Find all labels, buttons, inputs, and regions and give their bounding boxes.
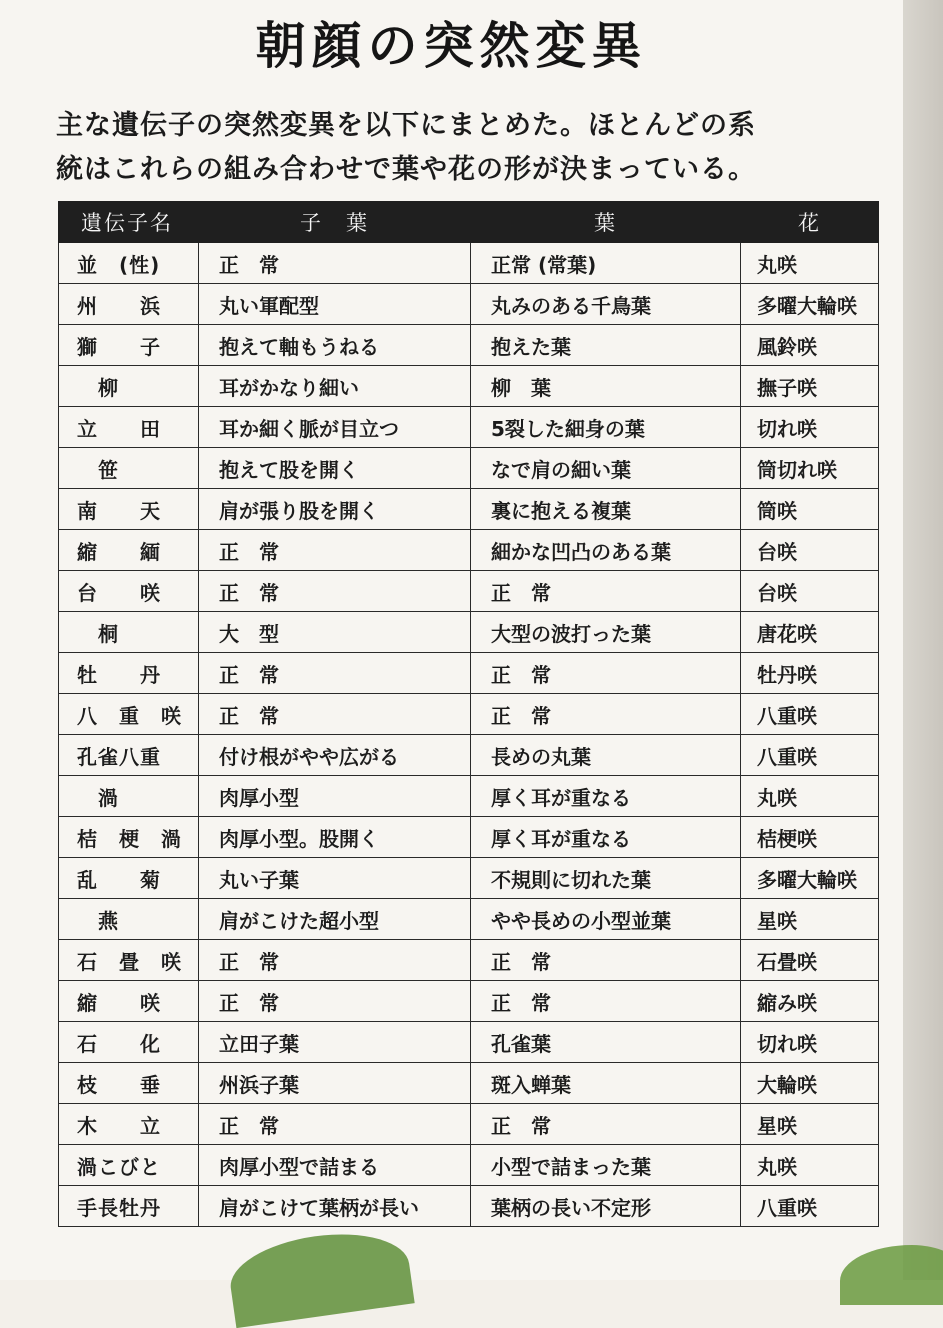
leaf-cell: 正 常 bbox=[471, 1104, 741, 1145]
cotyledon-cell: 肉厚小型。股開く bbox=[199, 817, 471, 858]
flower-cell: 星咲 bbox=[741, 899, 879, 940]
gene-name-cell: 獅 子 bbox=[59, 325, 199, 366]
gene-name-cell: 南 天 bbox=[59, 489, 199, 530]
gene-name-cell: 渦こびと bbox=[59, 1145, 199, 1186]
gene-name-cell: 石 化 bbox=[59, 1022, 199, 1063]
leaf-cell: 抱えた葉 bbox=[471, 325, 741, 366]
table-row bbox=[59, 407, 879, 448]
cotyledon-cell: 丸い子葉 bbox=[199, 858, 471, 899]
gene-name-cell: 渦 bbox=[59, 776, 199, 817]
leaf-cell: 正 常 bbox=[471, 571, 741, 612]
gene-name-cell: 縮 緬 bbox=[59, 530, 199, 571]
flower-cell: 風鈴咲 bbox=[741, 325, 879, 366]
leaf-cell: 丸みのある千鳥葉 bbox=[471, 284, 741, 325]
header-flower: 花 bbox=[741, 202, 879, 243]
leaf-cell: 厚く耳が重なる bbox=[471, 776, 741, 817]
table-row bbox=[59, 284, 879, 325]
cotyledon-cell: 耳がかなり細い bbox=[199, 366, 471, 407]
leaf-cell: 細かな凹凸のある葉 bbox=[471, 530, 741, 571]
table-row bbox=[59, 530, 879, 571]
cotyledon-cell: 抱えて股を開く bbox=[199, 448, 471, 489]
cotyledon-cell: 正 常 bbox=[199, 1104, 471, 1145]
cotyledon-cell: 抱えて軸もうねる bbox=[199, 325, 471, 366]
leaf-cell: 斑入蝉葉 bbox=[471, 1063, 741, 1104]
table-row bbox=[59, 1063, 879, 1104]
leaf-cell: やや長めの小型並葉 bbox=[471, 899, 741, 940]
table-header-row bbox=[59, 202, 879, 243]
gene-name-cell: 孔雀八重 bbox=[59, 735, 199, 776]
gene-name-cell: 州 浜 bbox=[59, 284, 199, 325]
flower-cell: 切れ咲 bbox=[741, 1022, 879, 1063]
cotyledon-cell: 正 常 bbox=[199, 940, 471, 981]
gene-name-cell: 手長牡丹 bbox=[59, 1186, 199, 1227]
flower-cell: 多曜大輪咲 bbox=[741, 858, 879, 899]
gene-name-cell: 笹 bbox=[59, 448, 199, 489]
flower-cell: 丸咲 bbox=[741, 243, 879, 284]
flower-cell: 縮み咲 bbox=[741, 981, 879, 1022]
cotyledon-cell: 正 常 bbox=[199, 243, 471, 284]
cotyledon-cell: 正 常 bbox=[199, 694, 471, 735]
gene-name-cell: 桐 bbox=[59, 612, 199, 653]
intro-line-2: 統はこれらの組み合わせで葉や花の形が決まっている。 bbox=[56, 154, 756, 185]
flower-cell: 多曜大輪咲 bbox=[741, 284, 879, 325]
gene-name-cell: 八 重 咲 bbox=[59, 694, 199, 735]
table-row bbox=[59, 489, 879, 530]
gene-name-cell: 桔 梗 渦 bbox=[59, 817, 199, 858]
leaf-cell: 長めの丸葉 bbox=[471, 735, 741, 776]
leaf-cell: 正常 (常葉) bbox=[471, 243, 741, 284]
table-row bbox=[59, 243, 879, 284]
flower-cell: 唐花咲 bbox=[741, 612, 879, 653]
table-row bbox=[59, 1145, 879, 1186]
table-row bbox=[59, 694, 879, 735]
leaf-cell: なで肩の細い葉 bbox=[471, 448, 741, 489]
table-row bbox=[59, 981, 879, 1022]
table-row bbox=[59, 448, 879, 489]
table-row bbox=[59, 735, 879, 776]
table-row bbox=[59, 940, 879, 981]
leaf-cell: 不規則に切れた葉 bbox=[471, 858, 741, 899]
table-row bbox=[59, 776, 879, 817]
leaf-cell: 小型で詰まった葉 bbox=[471, 1145, 741, 1186]
gene-name-cell: 石 畳 咲 bbox=[59, 940, 199, 981]
leaf-cell: 5裂した細身の葉 bbox=[471, 407, 741, 448]
cotyledon-cell: 大 型 bbox=[199, 612, 471, 653]
flower-cell: 筒咲 bbox=[741, 489, 879, 530]
gene-name-cell: 並 (性) bbox=[59, 243, 199, 284]
leaf-cell: 柳 葉 bbox=[471, 366, 741, 407]
flower-cell: 牡丹咲 bbox=[741, 653, 879, 694]
table-row bbox=[59, 899, 879, 940]
board-edge bbox=[903, 0, 943, 1280]
header-gene-name: 遺伝子名 bbox=[59, 202, 199, 243]
leaf-cell: 厚く耳が重なる bbox=[471, 817, 741, 858]
table-row bbox=[59, 817, 879, 858]
table-row bbox=[59, 571, 879, 612]
flower-cell: 丸咲 bbox=[741, 1145, 879, 1186]
intro-paragraph bbox=[56, 104, 886, 192]
table-row bbox=[59, 325, 879, 366]
table-row bbox=[59, 653, 879, 694]
gene-name-cell: 乱 菊 bbox=[59, 858, 199, 899]
leaf-cell: 裏に抱える複葉 bbox=[471, 489, 741, 530]
cotyledon-cell: 州浜子葉 bbox=[199, 1063, 471, 1104]
gene-name-cell: 台 咲 bbox=[59, 571, 199, 612]
flower-cell: 八重咲 bbox=[741, 735, 879, 776]
flower-cell: 撫子咲 bbox=[741, 366, 879, 407]
cotyledon-cell: 付け根がやや広がる bbox=[199, 735, 471, 776]
cotyledon-cell: 正 常 bbox=[199, 653, 471, 694]
cotyledon-cell: 立田子葉 bbox=[199, 1022, 471, 1063]
intro-line-1: 主な遺伝子の突然変異を以下にまとめた。ほとんどの系 bbox=[56, 110, 756, 141]
cotyledon-cell: 肉厚小型で詰まる bbox=[199, 1145, 471, 1186]
table-row bbox=[59, 366, 879, 407]
table-row bbox=[59, 612, 879, 653]
cotyledon-cell: 正 常 bbox=[199, 981, 471, 1022]
table-row bbox=[59, 1022, 879, 1063]
gene-name-cell: 牡 丹 bbox=[59, 653, 199, 694]
cotyledon-cell: 正 常 bbox=[199, 571, 471, 612]
header-cotyledon: 子 葉 bbox=[199, 202, 471, 243]
gene-name-cell: 木 立 bbox=[59, 1104, 199, 1145]
gene-name-cell: 立 田 bbox=[59, 407, 199, 448]
table-row bbox=[59, 858, 879, 899]
table-row bbox=[59, 1104, 879, 1145]
table-row bbox=[59, 1186, 879, 1227]
leaf-cell: 正 常 bbox=[471, 940, 741, 981]
mutation-table bbox=[58, 201, 879, 1227]
leaf-cell: 正 常 bbox=[471, 981, 741, 1022]
gene-name-cell: 枝 垂 bbox=[59, 1063, 199, 1104]
flower-cell: 八重咲 bbox=[741, 1186, 879, 1227]
flower-cell: 台咲 bbox=[741, 571, 879, 612]
flower-cell: 丸咲 bbox=[741, 776, 879, 817]
gene-name-cell: 燕 bbox=[59, 899, 199, 940]
flower-cell: 大輪咲 bbox=[741, 1063, 879, 1104]
flower-cell: 桔梗咲 bbox=[741, 817, 879, 858]
leaf-cell: 葉柄の長い不定形 bbox=[471, 1186, 741, 1227]
gene-name-cell: 柳 bbox=[59, 366, 199, 407]
gene-name-cell: 縮 咲 bbox=[59, 981, 199, 1022]
flower-cell: 台咲 bbox=[741, 530, 879, 571]
flower-cell: 石畳咲 bbox=[741, 940, 879, 981]
leaf-cell: 孔雀葉 bbox=[471, 1022, 741, 1063]
cotyledon-cell: 正 常 bbox=[199, 530, 471, 571]
flower-cell: 切れ咲 bbox=[741, 407, 879, 448]
leaf-cell: 正 常 bbox=[471, 694, 741, 735]
cotyledon-cell: 丸い軍配型 bbox=[199, 284, 471, 325]
flower-cell: 筒切れ咲 bbox=[741, 448, 879, 489]
cotyledon-cell: 肩がこけて葉柄が長い bbox=[199, 1186, 471, 1227]
cotyledon-cell: 肩が張り股を開く bbox=[199, 489, 471, 530]
leaf-cell: 正 常 bbox=[471, 653, 741, 694]
cotyledon-cell: 肩がこけた超小型 bbox=[199, 899, 471, 940]
flower-cell: 星咲 bbox=[741, 1104, 879, 1145]
flower-cell: 八重咲 bbox=[741, 694, 879, 735]
header-leaf: 葉 bbox=[471, 202, 741, 243]
cotyledon-cell: 肉厚小型 bbox=[199, 776, 471, 817]
leaf-cell: 大型の波打った葉 bbox=[471, 612, 741, 653]
cotyledon-cell: 耳か細く脈が目立つ bbox=[199, 407, 471, 448]
page-title: 朝顔の突然変異 bbox=[255, 16, 648, 75]
